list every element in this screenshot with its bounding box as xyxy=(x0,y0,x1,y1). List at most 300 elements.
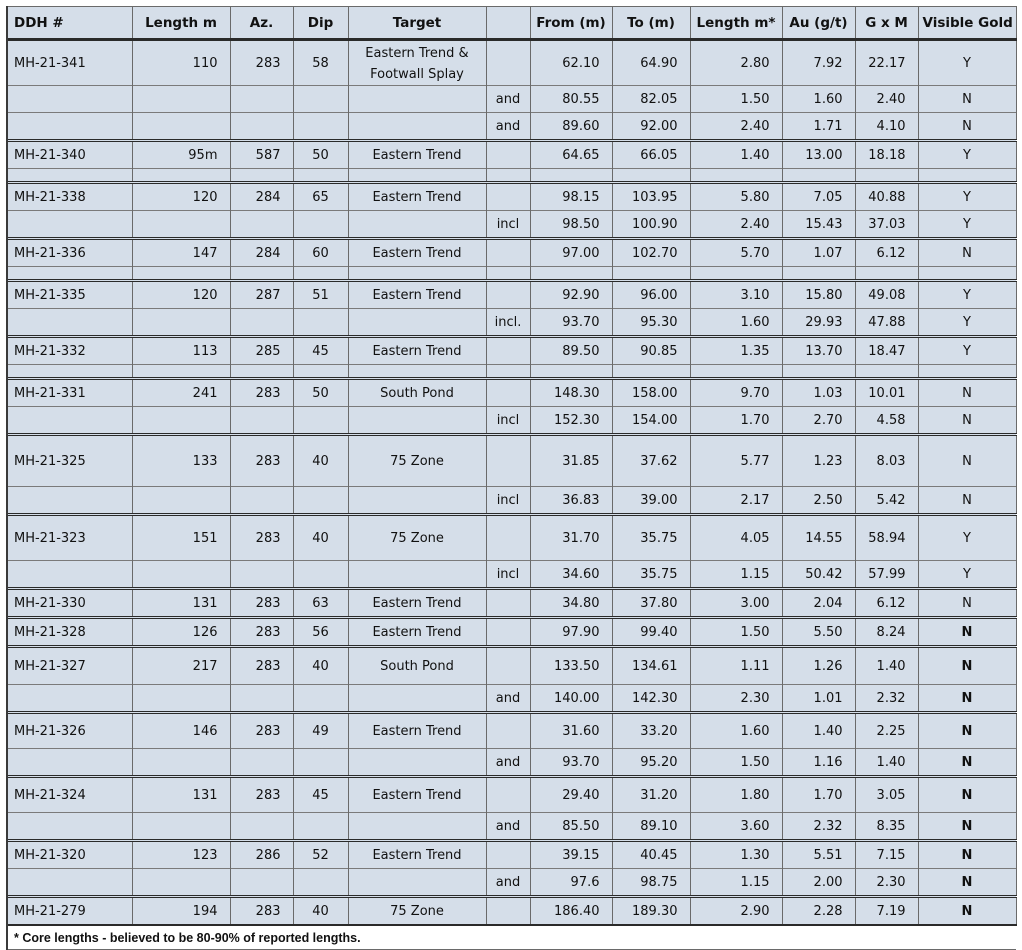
cell-au-grade: 5.50 xyxy=(782,618,855,647)
cell-dip: 40 xyxy=(293,897,348,926)
empty-cell xyxy=(230,267,293,281)
empty-cell xyxy=(690,365,782,379)
cell-target: Eastern Trend xyxy=(348,713,486,749)
cell-hole-length xyxy=(132,813,230,841)
empty-cell xyxy=(293,169,348,183)
cell-from: 39.15 xyxy=(530,841,612,869)
cell-azimuth xyxy=(230,86,293,113)
empty-cell xyxy=(530,365,612,379)
cell-qualifier xyxy=(486,897,530,926)
cell-au-grade: 29.93 xyxy=(782,309,855,337)
cell-hole-length: 146 xyxy=(132,713,230,749)
cell-visible-gold: N xyxy=(918,435,1016,487)
cell-qualifier: and xyxy=(486,813,530,841)
col-header-to: To (m) xyxy=(612,7,690,40)
col-header-interval-length: Length m* xyxy=(690,7,782,40)
cell-visible-gold: Y xyxy=(918,281,1016,309)
cell-visible-gold: Y xyxy=(918,337,1016,365)
cell-from: 36.83 xyxy=(530,487,612,515)
cell-hole-length xyxy=(132,309,230,337)
empty-cell xyxy=(530,169,612,183)
table-row xyxy=(8,869,1016,897)
cell-ddh xyxy=(8,813,132,841)
cell-to: 98.75 xyxy=(612,869,690,897)
cell-azimuth: 283 xyxy=(230,618,293,647)
cell-to: 37.62 xyxy=(612,435,690,487)
empty-cell xyxy=(612,365,690,379)
cell-grade-x-metres: 4.10 xyxy=(855,113,918,141)
cell-au-grade: 15.80 xyxy=(782,281,855,309)
cell-qualifier xyxy=(486,515,530,561)
cell-interval-length: 2.30 xyxy=(690,685,782,713)
empty-cell xyxy=(918,365,1016,379)
cell-dip: 50 xyxy=(293,141,348,169)
cell-azimuth: 286 xyxy=(230,841,293,869)
cell-grade-x-metres: 47.88 xyxy=(855,309,918,337)
table-body xyxy=(8,40,1016,926)
cell-au-grade: 7.92 xyxy=(782,40,855,86)
cell-hole-length xyxy=(132,749,230,777)
cell-to: 103.95 xyxy=(612,183,690,211)
cell-to: 90.85 xyxy=(612,337,690,365)
table-row xyxy=(8,618,1016,647)
cell-grade-x-metres: 2.40 xyxy=(855,86,918,113)
cell-from: 152.30 xyxy=(530,407,612,435)
cell-target: Eastern Trend xyxy=(348,589,486,618)
cell-grade-x-metres: 3.05 xyxy=(855,777,918,813)
cell-azimuth: 587 xyxy=(230,141,293,169)
table-row xyxy=(8,841,1016,869)
empty-cell xyxy=(690,169,782,183)
empty-cell xyxy=(486,365,530,379)
cell-hole-length xyxy=(132,561,230,589)
cell-grade-x-metres: 4.58 xyxy=(855,407,918,435)
cell-dip: 50 xyxy=(293,379,348,407)
empty-cell xyxy=(132,365,230,379)
cell-visible-gold: N xyxy=(918,589,1016,618)
cell-target: 75 Zone xyxy=(348,897,486,926)
empty-cell xyxy=(782,365,855,379)
col-header-visible-gold: Visible Gold xyxy=(918,7,1016,40)
cell-au-grade: 1.16 xyxy=(782,749,855,777)
cell-dip xyxy=(293,561,348,589)
cell-azimuth xyxy=(230,113,293,141)
cell-au-grade: 13.00 xyxy=(782,141,855,169)
cell-target: 75 Zone xyxy=(348,435,486,487)
cell-target: Eastern Trend xyxy=(348,141,486,169)
cell-visible-gold: N xyxy=(918,239,1016,267)
cell-interval-length: 1.60 xyxy=(690,713,782,749)
cell-visible-gold: N xyxy=(918,869,1016,897)
cell-target: South Pond xyxy=(348,647,486,685)
cell-azimuth: 283 xyxy=(230,379,293,407)
table-row xyxy=(8,40,1016,86)
cell-visible-gold: Y xyxy=(918,515,1016,561)
cell-to: 39.00 xyxy=(612,487,690,515)
cell-visible-gold: N xyxy=(918,487,1016,515)
empty-cell xyxy=(612,169,690,183)
cell-azimuth: 283 xyxy=(230,515,293,561)
col-header-hole-length: Length m xyxy=(132,7,230,40)
cell-qualifier xyxy=(486,777,530,813)
cell-ddh: MH-21-279 xyxy=(8,897,132,926)
cell-qualifier xyxy=(486,589,530,618)
cell-interval-length: 1.50 xyxy=(690,86,782,113)
empty-cell xyxy=(348,267,486,281)
cell-grade-x-metres: 49.08 xyxy=(855,281,918,309)
cell-visible-gold: N xyxy=(918,749,1016,777)
cell-azimuth xyxy=(230,561,293,589)
empty-cell xyxy=(348,365,486,379)
cell-azimuth: 283 xyxy=(230,435,293,487)
cell-au-grade: 1.70 xyxy=(782,777,855,813)
cell-au-grade: 2.32 xyxy=(782,813,855,841)
cell-ddh: MH-21-340 xyxy=(8,141,132,169)
empty-cell xyxy=(855,365,918,379)
cell-hole-length: 120 xyxy=(132,281,230,309)
cell-dip xyxy=(293,211,348,239)
cell-grade-x-metres: 57.99 xyxy=(855,561,918,589)
cell-to: 35.75 xyxy=(612,561,690,589)
cell-hole-length xyxy=(132,211,230,239)
table-header-row xyxy=(8,7,1016,40)
table-row xyxy=(8,685,1016,713)
cell-qualifier xyxy=(486,337,530,365)
cell-hole-length xyxy=(132,407,230,435)
col-header-grade-x-metres: G x M xyxy=(855,7,918,40)
cell-to: 92.00 xyxy=(612,113,690,141)
cell-au-grade: 1.26 xyxy=(782,647,855,685)
cell-target: 75 Zone xyxy=(348,515,486,561)
cell-au-grade: 2.04 xyxy=(782,589,855,618)
cell-to: 66.05 xyxy=(612,141,690,169)
cell-visible-gold: N xyxy=(918,897,1016,926)
cell-qualifier: and xyxy=(486,749,530,777)
cell-qualifier xyxy=(486,141,530,169)
cell-visible-gold: Y xyxy=(918,183,1016,211)
cell-ddh: MH-21-330 xyxy=(8,589,132,618)
cell-to: 31.20 xyxy=(612,777,690,813)
cell-hole-length xyxy=(132,869,230,897)
cell-ddh: MH-21-325 xyxy=(8,435,132,487)
table-row xyxy=(8,183,1016,211)
cell-dip xyxy=(293,685,348,713)
cell-interval-length: 1.50 xyxy=(690,749,782,777)
cell-from: 89.60 xyxy=(530,113,612,141)
empty-cell xyxy=(855,169,918,183)
cell-to: 96.00 xyxy=(612,281,690,309)
cell-hole-length: 131 xyxy=(132,777,230,813)
empty-cell xyxy=(230,365,293,379)
empty-cell xyxy=(486,169,530,183)
table-row xyxy=(8,281,1016,309)
cell-qualifier: incl xyxy=(486,211,530,239)
cell-qualifier xyxy=(486,841,530,869)
spacer-row xyxy=(8,267,1016,281)
cell-au-grade: 1.03 xyxy=(782,379,855,407)
cell-azimuth: 283 xyxy=(230,40,293,86)
cell-dip: 40 xyxy=(293,515,348,561)
cell-ddh: MH-21-332 xyxy=(8,337,132,365)
cell-from: 89.50 xyxy=(530,337,612,365)
cell-hole-length: 110 xyxy=(132,40,230,86)
cell-interval-length: 1.11 xyxy=(690,647,782,685)
cell-grade-x-metres: 2.25 xyxy=(855,713,918,749)
cell-dip: 58 xyxy=(293,40,348,86)
cell-to: 189.30 xyxy=(612,897,690,926)
cell-azimuth xyxy=(230,211,293,239)
cell-interval-length: 3.00 xyxy=(690,589,782,618)
cell-ddh: MH-21-327 xyxy=(8,647,132,685)
cell-from: 98.15 xyxy=(530,183,612,211)
cell-azimuth: 283 xyxy=(230,897,293,926)
cell-interval-length: 5.80 xyxy=(690,183,782,211)
cell-qualifier xyxy=(486,281,530,309)
cell-target: Eastern Trend xyxy=(348,337,486,365)
cell-to: 35.75 xyxy=(612,515,690,561)
spacer-row xyxy=(8,365,1016,379)
cell-from: 31.60 xyxy=(530,713,612,749)
empty-cell xyxy=(782,169,855,183)
cell-interval-length: 1.40 xyxy=(690,141,782,169)
cell-target xyxy=(348,113,486,141)
cell-to: 102.70 xyxy=(612,239,690,267)
col-header-qualifier xyxy=(486,7,530,40)
empty-cell xyxy=(8,365,132,379)
cell-target: Eastern Trend xyxy=(348,281,486,309)
cell-to: 154.00 xyxy=(612,407,690,435)
cell-to: 95.20 xyxy=(612,749,690,777)
empty-cell xyxy=(230,169,293,183)
cell-azimuth xyxy=(230,685,293,713)
cell-grade-x-metres: 8.35 xyxy=(855,813,918,841)
cell-from: 98.50 xyxy=(530,211,612,239)
cell-qualifier: incl xyxy=(486,407,530,435)
cell-grade-x-metres: 6.12 xyxy=(855,589,918,618)
cell-azimuth xyxy=(230,487,293,515)
cell-hole-length: 151 xyxy=(132,515,230,561)
cell-dip: 51 xyxy=(293,281,348,309)
cell-au-grade: 2.00 xyxy=(782,869,855,897)
cell-dip: 56 xyxy=(293,618,348,647)
cell-ddh xyxy=(8,86,132,113)
cell-au-grade: 1.71 xyxy=(782,113,855,141)
cell-ddh xyxy=(8,113,132,141)
cell-from: 31.85 xyxy=(530,435,612,487)
cell-azimuth: 285 xyxy=(230,337,293,365)
cell-target xyxy=(348,813,486,841)
cell-from: 140.00 xyxy=(530,685,612,713)
cell-au-grade: 1.07 xyxy=(782,239,855,267)
cell-from: 97.00 xyxy=(530,239,612,267)
cell-azimuth: 283 xyxy=(230,589,293,618)
empty-cell xyxy=(293,267,348,281)
cell-au-grade: 5.51 xyxy=(782,841,855,869)
cell-to: 89.10 xyxy=(612,813,690,841)
cell-interval-length: 1.70 xyxy=(690,407,782,435)
cell-interval-length: 2.40 xyxy=(690,211,782,239)
empty-cell xyxy=(132,169,230,183)
cell-to: 40.45 xyxy=(612,841,690,869)
cell-au-grade: 13.70 xyxy=(782,337,855,365)
cell-target xyxy=(348,561,486,589)
cell-from: 97.6 xyxy=(530,869,612,897)
cell-visible-gold: N xyxy=(918,777,1016,813)
cell-dip: 40 xyxy=(293,647,348,685)
empty-cell xyxy=(293,365,348,379)
cell-visible-gold: N xyxy=(918,685,1016,713)
table-row xyxy=(8,407,1016,435)
cell-from: 62.10 xyxy=(530,40,612,86)
cell-from: 29.40 xyxy=(530,777,612,813)
drill-results-sheet xyxy=(6,6,1016,950)
cell-grade-x-metres: 1.40 xyxy=(855,749,918,777)
cell-azimuth: 283 xyxy=(230,777,293,813)
table-row xyxy=(8,86,1016,113)
cell-visible-gold: N xyxy=(918,713,1016,749)
cell-visible-gold: N xyxy=(918,113,1016,141)
cell-target xyxy=(348,869,486,897)
cell-qualifier xyxy=(486,713,530,749)
cell-target: Eastern Trend & Footwall Splay xyxy=(348,40,486,86)
cell-from: 133.50 xyxy=(530,647,612,685)
cell-from: 85.50 xyxy=(530,813,612,841)
cell-grade-x-metres: 37.03 xyxy=(855,211,918,239)
cell-dip xyxy=(293,749,348,777)
cell-dip: 45 xyxy=(293,337,348,365)
cell-azimuth xyxy=(230,813,293,841)
cell-hole-length: 133 xyxy=(132,435,230,487)
cell-from: 97.90 xyxy=(530,618,612,647)
table-row xyxy=(8,897,1016,926)
cell-grade-x-metres: 18.47 xyxy=(855,337,918,365)
cell-grade-x-metres: 8.03 xyxy=(855,435,918,487)
cell-dip: 45 xyxy=(293,777,348,813)
table-row xyxy=(8,589,1016,618)
cell-target: Eastern Trend xyxy=(348,618,486,647)
cell-au-grade: 1.40 xyxy=(782,713,855,749)
cell-azimuth: 284 xyxy=(230,183,293,211)
cell-qualifier xyxy=(486,183,530,211)
cell-dip xyxy=(293,113,348,141)
col-header-dip: Dip xyxy=(293,7,348,40)
cell-to: 33.20 xyxy=(612,713,690,749)
cell-interval-length: 2.90 xyxy=(690,897,782,926)
cell-hole-length xyxy=(132,487,230,515)
col-header-target: Target xyxy=(348,7,486,40)
empty-cell xyxy=(918,267,1016,281)
cell-grade-x-metres: 58.94 xyxy=(855,515,918,561)
col-header-ddh: DDH # xyxy=(8,7,132,40)
cell-grade-x-metres: 22.17 xyxy=(855,40,918,86)
cell-from: 148.30 xyxy=(530,379,612,407)
table-row xyxy=(8,647,1016,685)
cell-ddh: MH-21-328 xyxy=(8,618,132,647)
cell-from: 31.70 xyxy=(530,515,612,561)
cell-ddh: MH-21-320 xyxy=(8,841,132,869)
cell-qualifier xyxy=(486,618,530,647)
cell-target xyxy=(348,211,486,239)
cell-interval-length: 1.60 xyxy=(690,309,782,337)
empty-cell xyxy=(8,169,132,183)
cell-ddh: MH-21-323 xyxy=(8,515,132,561)
cell-interval-length: 1.15 xyxy=(690,869,782,897)
table-row xyxy=(8,813,1016,841)
cell-interval-length: 2.17 xyxy=(690,487,782,515)
table-row xyxy=(8,379,1016,407)
col-header-from: From (m) xyxy=(530,7,612,40)
cell-from: 34.80 xyxy=(530,589,612,618)
cell-au-grade: 7.05 xyxy=(782,183,855,211)
cell-grade-x-metres: 2.30 xyxy=(855,869,918,897)
cell-au-grade: 14.55 xyxy=(782,515,855,561)
cell-grade-x-metres: 1.40 xyxy=(855,647,918,685)
cell-hole-length xyxy=(132,685,230,713)
cell-visible-gold: N xyxy=(918,813,1016,841)
cell-ddh: MH-21-338 xyxy=(8,183,132,211)
cell-hole-length: 123 xyxy=(132,841,230,869)
cell-dip xyxy=(293,813,348,841)
cell-visible-gold: Y xyxy=(918,40,1016,86)
cell-to: 95.30 xyxy=(612,309,690,337)
cell-hole-length xyxy=(132,86,230,113)
cell-from: 93.70 xyxy=(530,749,612,777)
col-header-azimuth: Az. xyxy=(230,7,293,40)
cell-hole-length: 147 xyxy=(132,239,230,267)
footnote: * Core lengths - believed to be 80-90% of reported lengths. xyxy=(8,926,1016,950)
cell-interval-length: 2.40 xyxy=(690,113,782,141)
cell-visible-gold: N xyxy=(918,407,1016,435)
cell-qualifier: incl xyxy=(486,487,530,515)
cell-from: 34.60 xyxy=(530,561,612,589)
empty-cell xyxy=(690,267,782,281)
cell-ddh xyxy=(8,211,132,239)
table-row xyxy=(8,777,1016,813)
cell-to: 64.90 xyxy=(612,40,690,86)
cell-hole-length: 113 xyxy=(132,337,230,365)
cell-hole-length: 217 xyxy=(132,647,230,685)
cell-target xyxy=(348,86,486,113)
cell-azimuth: 284 xyxy=(230,239,293,267)
cell-ddh: MH-21-326 xyxy=(8,713,132,749)
cell-grade-x-metres: 6.12 xyxy=(855,239,918,267)
cell-from: 93.70 xyxy=(530,309,612,337)
cell-dip: 49 xyxy=(293,713,348,749)
cell-target xyxy=(348,685,486,713)
cell-visible-gold: N xyxy=(918,841,1016,869)
cell-target: Eastern Trend xyxy=(348,777,486,813)
cell-interval-length: 1.50 xyxy=(690,618,782,647)
cell-dip: 63 xyxy=(293,589,348,618)
cell-target: South Pond xyxy=(348,379,486,407)
cell-interval-length: 9.70 xyxy=(690,379,782,407)
cell-grade-x-metres: 5.42 xyxy=(855,487,918,515)
cell-interval-length: 1.15 xyxy=(690,561,782,589)
empty-cell xyxy=(8,267,132,281)
drill-results-table xyxy=(8,6,1017,926)
cell-to: 158.00 xyxy=(612,379,690,407)
cell-qualifier xyxy=(486,40,530,86)
table-row xyxy=(8,749,1016,777)
cell-target xyxy=(348,407,486,435)
cell-interval-length: 3.10 xyxy=(690,281,782,309)
cell-grade-x-metres: 7.15 xyxy=(855,841,918,869)
cell-grade-x-metres: 10.01 xyxy=(855,379,918,407)
table-row xyxy=(8,561,1016,589)
cell-visible-gold: Y xyxy=(918,309,1016,337)
cell-hole-length: 126 xyxy=(132,618,230,647)
cell-interval-length: 3.60 xyxy=(690,813,782,841)
